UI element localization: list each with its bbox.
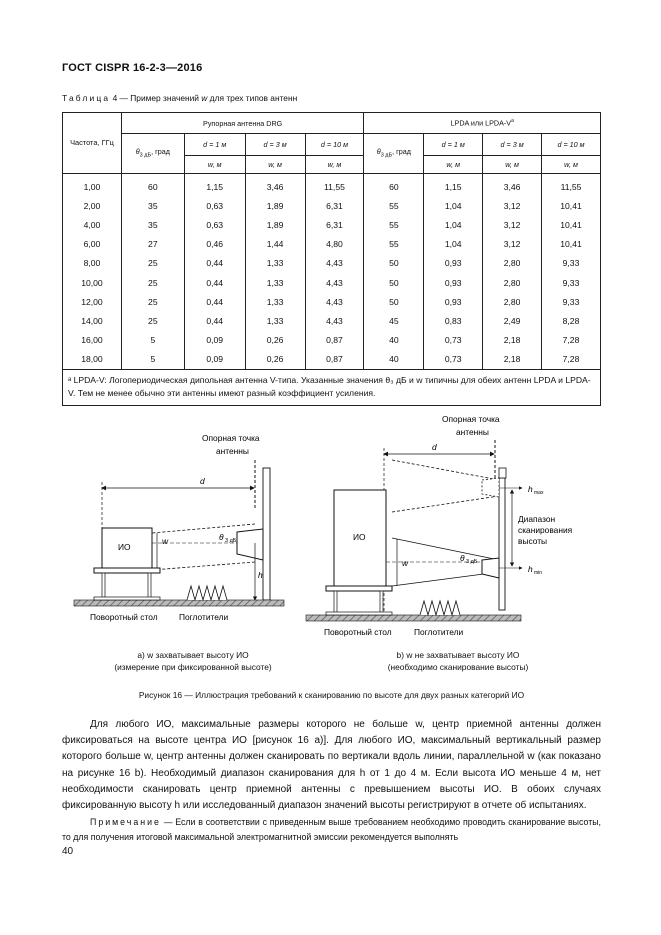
table-cell: 0,93: [424, 273, 483, 292]
table-row: [63, 273, 601, 292]
table-cell: 9,33: [542, 292, 601, 311]
table-cell: 1,89: [245, 196, 305, 215]
table-cell: 4,43: [305, 273, 364, 292]
table-cell: 3,12: [483, 235, 542, 254]
antenna-values-table: [62, 112, 601, 406]
table-cell: 3,46: [245, 174, 305, 197]
table-cell: 60: [121, 174, 184, 197]
table-row: [63, 215, 601, 234]
table-cell: 6,31: [305, 215, 364, 234]
svg-text:w: w: [402, 558, 409, 568]
unit-w: w, м: [542, 156, 601, 174]
table-cell: 4,43: [305, 254, 364, 273]
table-cell: 1,33: [245, 273, 305, 292]
table-cell: 35: [121, 196, 184, 215]
table-cell: 0,44: [184, 273, 245, 292]
table-cell: 45: [364, 311, 424, 330]
table-cell: 2,49: [483, 311, 542, 330]
col-theta-drg: $\theta_{3 дБ}$, град: [121, 134, 184, 174]
table-cell: 0,73: [424, 331, 483, 350]
table-body: [63, 174, 601, 370]
table-cell: 7,28: [542, 331, 601, 350]
ref-antenna-label-a: антенны: [216, 446, 249, 456]
svg-text:Поворотный стол: Поворотный стол: [90, 612, 158, 622]
table-cell: 1,33: [245, 254, 305, 273]
table-row: [63, 331, 601, 350]
table-cell: 60: [364, 174, 424, 197]
table-cell: 25: [121, 292, 184, 311]
table-cell: 7,28: [542, 350, 601, 370]
table-cell: 4,80: [305, 235, 364, 254]
table-cell: 4,00: [63, 215, 122, 234]
table-cell: 35: [121, 215, 184, 234]
table-cell: 2,18: [483, 331, 542, 350]
col-d1-lpda: d = 1 м: [424, 134, 483, 156]
table-cell: 0,83: [424, 311, 483, 330]
table-row: [63, 174, 601, 197]
caption-a: a) w захватывает высоту ИО (измерение при фиксированной высоте): [114, 650, 272, 672]
unit-w: w, м: [483, 156, 542, 174]
unit-w: w, м: [184, 156, 245, 174]
table-row: [63, 254, 601, 273]
table-cell: 2,18: [483, 350, 542, 370]
table-cell: 0,46: [184, 235, 245, 254]
table-cell: 55: [364, 215, 424, 234]
table-row: [63, 235, 601, 254]
page-number: 40: [62, 846, 74, 857]
figure-a: [74, 433, 284, 622]
svg-text:сканирования: сканирования: [518, 525, 573, 535]
table-cell: 11,55: [542, 174, 601, 197]
svg-text:max: max: [534, 490, 544, 496]
table-cell: 2,80: [483, 273, 542, 292]
unit-w: w, м: [424, 156, 483, 174]
table-cell: 14,00: [63, 311, 122, 330]
figure-16: [62, 414, 602, 645]
table-cell: 4,43: [305, 311, 364, 330]
figure-b: [306, 414, 572, 637]
table-cell: 0,26: [245, 350, 305, 370]
table-cell: 8,00: [63, 254, 122, 273]
table-cell: 18,00: [63, 350, 122, 370]
table-cell: 0,44: [184, 292, 245, 311]
table-cell: 1,04: [424, 235, 483, 254]
table-cell: 1,15: [424, 174, 483, 197]
table-cell: 1,89: [245, 215, 305, 234]
svg-text:Поглотители: Поглотители: [179, 612, 229, 622]
table-cell: 40: [364, 350, 424, 370]
ref-point-label-b: Опорная точка: [442, 414, 500, 424]
col-d10-lpda: d = 10 м: [542, 134, 601, 156]
svg-text:h: h: [528, 564, 533, 574]
table-row: [63, 196, 601, 215]
ref-point-label-a: Опорная точка: [202, 433, 260, 443]
table-cell: 1,04: [424, 196, 483, 215]
table-cell: 0,63: [184, 215, 245, 234]
figure-title: Рисунок 16 — Иллюстрация требований к сканированию по высоте для двух разных категорий ИО: [138, 690, 525, 700]
table-cell: 12,00: [63, 292, 122, 311]
table-cell: 25: [121, 273, 184, 292]
table-cell: 2,80: [483, 292, 542, 311]
document-header: ГОСТ CISPR 16-2-3—2016: [62, 62, 203, 74]
unit-w: w, м: [245, 156, 305, 174]
table-cell: 27: [121, 235, 184, 254]
table-cell: 0,09: [184, 331, 245, 350]
table-cell: 0,63: [184, 196, 245, 215]
table-cell: 0,87: [305, 331, 364, 350]
table-cell: 1,44: [245, 235, 305, 254]
table-cell: 5: [121, 331, 184, 350]
table-cell: 3,12: [483, 215, 542, 234]
table-cell: 0,87: [305, 350, 364, 370]
table-cell: 1,33: [245, 292, 305, 311]
svg-text:Поворотный стол: Поворотный стол: [324, 627, 392, 637]
unit-w: w, м: [305, 156, 364, 174]
table-cell: 1,33: [245, 311, 305, 330]
table-cell: 0,73: [424, 350, 483, 370]
svg-text:3 дБ: 3 дБ: [225, 538, 237, 544]
table-cell: 9,33: [542, 254, 601, 273]
table-cell: 0,44: [184, 311, 245, 330]
svg-text:Поглотители: Поглотители: [414, 627, 464, 637]
svg-text:h: h: [258, 570, 263, 580]
table-cell: 1,04: [424, 215, 483, 234]
table-cell: 25: [121, 254, 184, 273]
body-paragraph: Для любого ИО, максимальные размеры которого не больше w, центр приемной антенны должен фиксироваться на высоте центра ИО [рисунок 16 a)]. Для любого ИО, максимальный вертикальный размер которого больше w, центр антенны должен сканировать по вертикали вдоль линии, параллельной w (как показано на рисунке 16 b). Необходимый диапазон сканирования для h от 1 до 4 м. Если высота ИО меньше 4 м, нет необходимости сканировать центр приемной антенны с превышением высоты ИО. В обоих случаях фиксированную высоту h или исследованный диапазон значений высоты регистрируют в отчете об испытаниях.: [62, 719, 601, 812]
svg-text:min: min: [534, 570, 543, 576]
table-cell: 0,93: [424, 292, 483, 311]
col-d1-drg: d = 1 м: [184, 134, 245, 156]
col-theta-lpda: $\theta_{3 дБ}$, град: [364, 134, 424, 174]
svg-text:θ: θ: [219, 532, 224, 542]
table-cell: 3,46: [483, 174, 542, 197]
table-cell: 9,33: [542, 273, 601, 292]
table-cell: 3,12: [483, 196, 542, 215]
svg-text:d: d: [432, 442, 437, 452]
table-cell: 6,31: [305, 196, 364, 215]
table-row: [63, 292, 601, 311]
col-d3-lpda: d = 3 м: [483, 134, 542, 156]
table-row: [63, 350, 601, 370]
table-cell: 0,93: [424, 254, 483, 273]
svg-text:ИО: ИО: [118, 542, 131, 552]
table-cell: 55: [364, 196, 424, 215]
table-cell: 0,09: [184, 350, 245, 370]
svg-text:h: h: [528, 484, 533, 494]
svg-text:ИО: ИО: [353, 532, 366, 542]
col-d3-drg: d = 3 м: [245, 134, 305, 156]
table-cell: 11,55: [305, 174, 364, 197]
table-cell: 5: [121, 350, 184, 370]
svg-text:3 дБ: 3 дБ: [466, 559, 478, 565]
table-cell: 10,00: [63, 273, 122, 292]
svg-text:высоты: высоты: [518, 536, 548, 546]
table-footnote: ᵃ LPDA-V: Логопериодическая дипольная антенна V-типа. Указанные значения θ₃ дБ и w типичны для обеих антенн LPDA и LPDA-V. Тем не менее обычно эти антенны имеют разный коэффициент усиления.: [63, 369, 601, 405]
col-d10-drg: d = 10 м: [305, 134, 364, 156]
svg-text:Диапазон: Диапазон: [518, 514, 556, 524]
table-cell: 16,00: [63, 331, 122, 350]
table-cell: 4,43: [305, 292, 364, 311]
table-cell: 10,41: [542, 215, 601, 234]
table-cell: 50: [364, 273, 424, 292]
table-cell: 10,41: [542, 235, 601, 254]
table-cell: 10,41: [542, 196, 601, 215]
table-cell: 40: [364, 331, 424, 350]
svg-text:θ: θ: [460, 553, 465, 563]
table-cell: 50: [364, 292, 424, 311]
svg-text:d: d: [200, 476, 205, 486]
table-cell: 55: [364, 235, 424, 254]
note: Примечание — Если в соответствии с приведенным выше требованием необходимо проводить сканирование высоты, то для получения итоговой максимальной электромагнитной эмиссии рекомендуется выполнять: [62, 817, 601, 842]
col-frequency: Частота, ГГц: [63, 113, 122, 174]
table-cell: 2,00: [63, 196, 122, 215]
table-cell: 25: [121, 311, 184, 330]
table-cell: 0,26: [245, 331, 305, 350]
table-cell: 1,15: [184, 174, 245, 197]
table-cell: 8,28: [542, 311, 601, 330]
ref-antenna-label-b: антенны: [456, 427, 489, 437]
table-cell: 1,00: [63, 174, 122, 197]
group-lpda: LPDA или LPDA-$V^a$: [364, 113, 601, 134]
table-cell: 6,00: [63, 235, 122, 254]
caption-b: b) w не захватывает высоту ИО (необходимо сканирование высоты): [387, 650, 529, 672]
svg-text:w: w: [162, 536, 169, 546]
group-drg: Рупорная антенна DRG: [121, 113, 364, 134]
table-cell: 0,44: [184, 254, 245, 273]
table-cell: 50: [364, 254, 424, 273]
table-cell: 2,80: [483, 254, 542, 273]
table-caption: Таблица 4 — Пример значений w для трех типов антенн: [62, 93, 298, 103]
table-row: [63, 311, 601, 330]
